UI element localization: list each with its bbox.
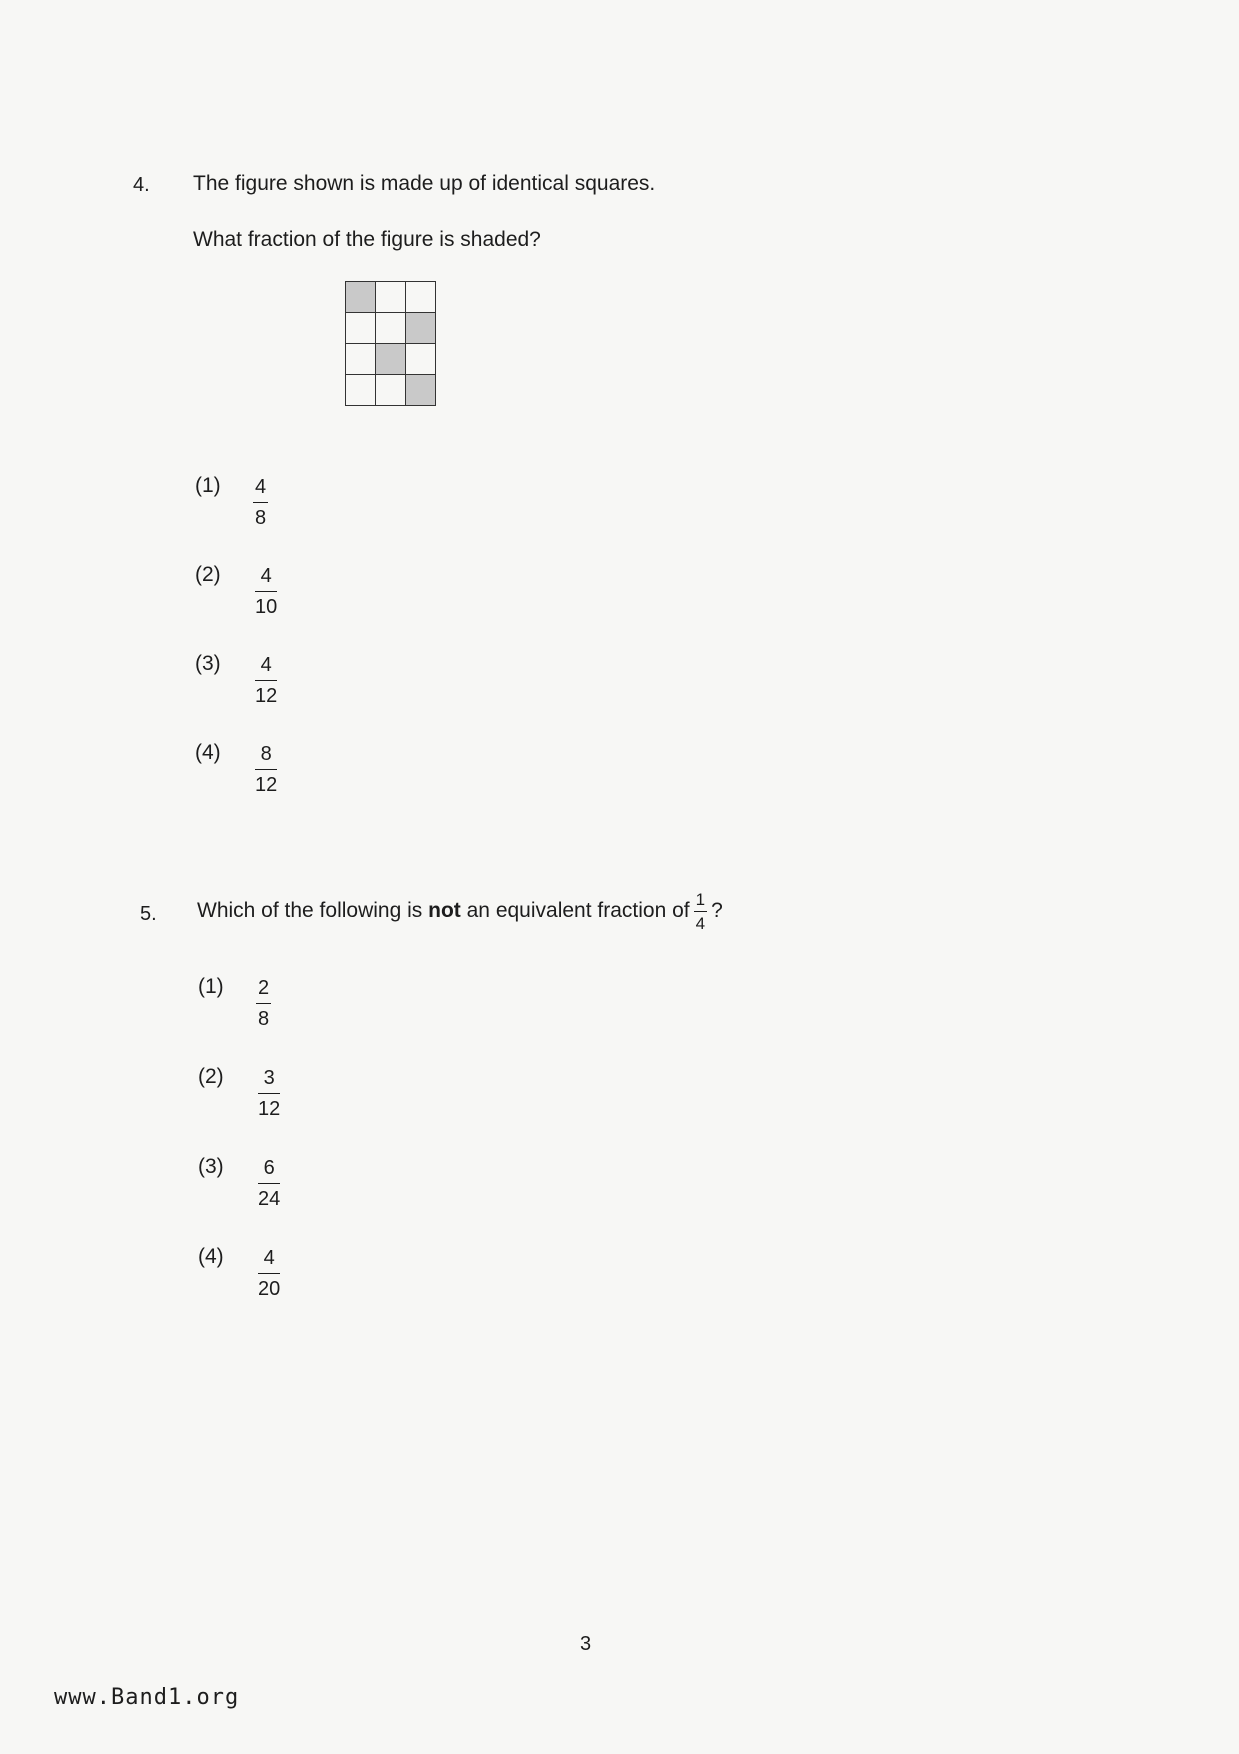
question-5-text	[197, 886, 723, 936]
q4-option-3-denominator: 12	[255, 685, 278, 707]
q4-option-3-fraction	[255, 655, 277, 706]
unshaded-square	[346, 344, 376, 375]
question-5-one-quarter	[694, 891, 707, 932]
q5-option-2-label: (2)	[198, 1065, 224, 1088]
q4-option-4-fraction	[255, 744, 277, 795]
question-5-text-middle: an equivalent fraction of	[466, 899, 690, 922]
page-number: 3	[580, 1633, 592, 1655]
q5-option-1-denominator: 8	[258, 1008, 270, 1030]
unshaded-square	[376, 282, 406, 313]
q5-option-2-fraction	[258, 1068, 280, 1119]
unshaded-square	[376, 375, 406, 406]
question-5-bold-not: not	[428, 899, 461, 922]
grid-row	[346, 313, 436, 344]
q4-option-1-denominator: 8	[255, 507, 267, 529]
q4-option-2-numerator: 4	[255, 566, 277, 592]
question-5-fraction-numerator: 1	[694, 891, 707, 912]
q5-option-4-denominator: 20	[258, 1278, 281, 1300]
shaded-square	[406, 375, 436, 406]
question-4-number: 4.	[133, 174, 150, 196]
q4-option-1-numerator: 4	[253, 477, 268, 503]
q4-option-2-fraction	[255, 566, 277, 617]
footer-url: www.Band1.org	[54, 1685, 240, 1710]
q5-option-1-label: (1)	[198, 975, 224, 998]
q5-option-2-denominator: 12	[258, 1098, 281, 1120]
unshaded-square	[346, 375, 376, 406]
question-4-line-1: The figure shown is made up of identical squares.	[193, 172, 656, 195]
q4-option-3-label: (3)	[195, 652, 221, 675]
q4-option-4-numerator: 8	[255, 744, 277, 770]
grid-row	[346, 344, 436, 375]
shaded-square	[406, 313, 436, 344]
q4-option-4-label: (4)	[195, 741, 221, 764]
q5-option-1-numerator: 2	[256, 978, 271, 1004]
q4-option-4-denominator: 12	[255, 774, 278, 796]
unshaded-square	[376, 313, 406, 344]
q4-option-1-label: (1)	[195, 474, 221, 497]
shaded-square	[376, 344, 406, 375]
question-5-number: 5.	[140, 903, 157, 925]
q5-option-3-fraction	[258, 1158, 280, 1209]
question-5-question-mark: ?	[711, 899, 723, 922]
q5-option-3-denominator: 24	[258, 1188, 281, 1210]
shaded-square	[346, 282, 376, 313]
q4-option-1-fraction	[253, 477, 268, 528]
grid-row	[346, 282, 436, 313]
question-5-fraction-denominator: 4	[695, 913, 706, 933]
question-4-line-2: What fraction of the figure is shaded?	[193, 228, 541, 251]
q5-option-3-label: (3)	[198, 1155, 224, 1178]
unshaded-square	[406, 282, 436, 313]
shaded-squares-figure	[345, 281, 436, 406]
question-5-text-start: Which of the following is	[197, 899, 423, 922]
unshaded-square	[346, 313, 376, 344]
q4-option-2-denominator: 10	[255, 596, 278, 618]
q5-option-3-numerator: 6	[258, 1158, 280, 1184]
q4-option-3-numerator: 4	[255, 655, 277, 681]
unshaded-square	[406, 344, 436, 375]
q5-option-4-fraction	[258, 1248, 280, 1299]
q5-option-1-fraction	[256, 978, 271, 1029]
q4-option-2-label: (2)	[195, 563, 221, 586]
q5-option-4-label: (4)	[198, 1245, 224, 1268]
q5-option-4-numerator: 4	[258, 1248, 280, 1274]
q5-option-2-numerator: 3	[258, 1068, 280, 1094]
grid-row	[346, 375, 436, 406]
